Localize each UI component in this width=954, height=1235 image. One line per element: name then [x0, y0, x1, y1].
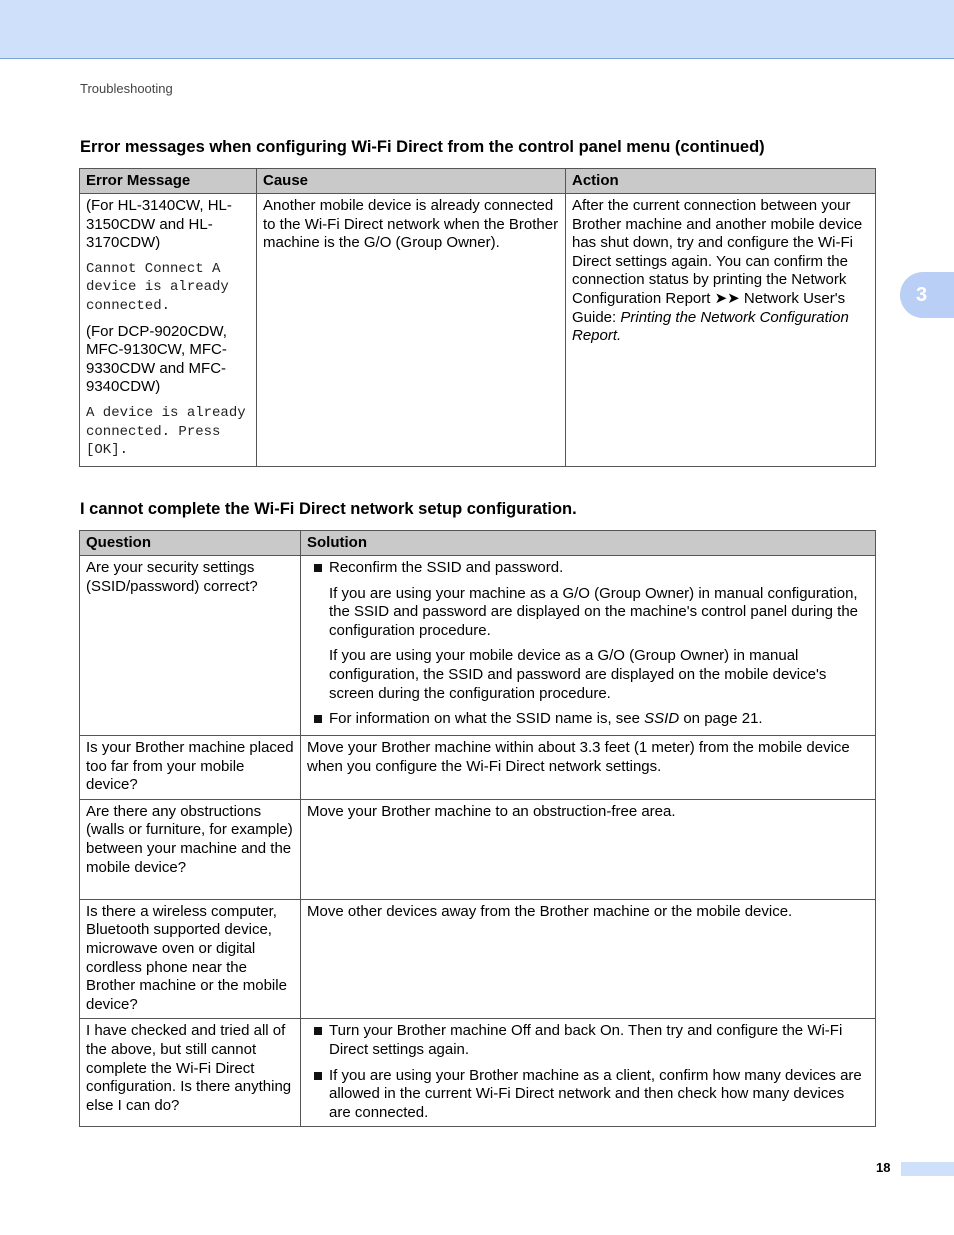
reference-arrows-icon: ➤➤ — [714, 289, 740, 307]
section-heading-setup: I cannot complete the Wi-Fi Direct network setup configuration. — [80, 500, 577, 518]
column-header-question: Question — [80, 531, 301, 556]
table-header-row — [80, 531, 876, 556]
solution-paragraph: If you are using your machine as a G/O (Group Owner) in manual configuration, the SSID and password are displayed on the machine's control panel during the configuration procedure. — [329, 584, 859, 639]
table-row — [80, 194, 876, 467]
cause-cell: Another mobile device is already connected to the Wi-Fi Direct network when the Brother machine is the G/O (Group Owner). — [257, 194, 566, 467]
page-number: 18 — [876, 1160, 891, 1175]
top-header-bar — [0, 0, 954, 59]
bullet-text: Reconfirm the SSID and password. — [329, 559, 564, 576]
question-cell: I have checked and tried all of the above, but still cannot complete the Wi-Fi Direct configuration. Is there anything else I can do? — [80, 1019, 301, 1127]
ssid-link[interactable]: SSID — [644, 710, 680, 728]
section-heading-error-messages: Error messages when configuring Wi-Fi Direct from the control panel menu (continued) — [80, 138, 765, 156]
column-header-error-message: Error Message — [80, 169, 257, 194]
table-row — [80, 899, 876, 1019]
table-row — [80, 556, 876, 736]
question-cell: Are your security settings (SSID/password) correct? — [80, 556, 301, 736]
solution-cell: Move other devices away from the Brother machine or the mobile device. — [301, 899, 876, 1019]
lcd-message: A device is already connected. Press [OK]. — [86, 404, 246, 459]
chapter-tab — [900, 272, 954, 318]
action-text: After the current connection between your Brother machine and another mobile device has shut down, try and configure the Wi-Fi Direct settings again. You can confirm the connection status by printing the Network Configuration Report — [572, 197, 863, 307]
models-note: (For HL-3140CW, HL-3150CDW and HL-3170CDW) — [86, 197, 232, 252]
error-message-table — [79, 168, 876, 467]
question-cell: Are there any obstructions (walls or furniture, for example) between your machine and the mobile device? — [80, 799, 301, 899]
question-cell: Is there a wireless computer, Bluetooth supported device, microwave oven or digital cordless phone near the Brother machine or the mobile device? — [80, 899, 301, 1019]
bullet-square-icon — [314, 564, 322, 572]
table-row — [80, 799, 876, 899]
bullet-square-icon — [314, 715, 322, 723]
bullet-item — [307, 1022, 869, 1059]
chapter-number: 3 — [916, 283, 928, 306]
question-cell: Is your Brother machine placed too far from your mobile device? — [80, 736, 301, 800]
bullet-item — [307, 710, 869, 729]
reference-guide: Network User's Guide: — [572, 289, 846, 326]
column-header-action: Action — [566, 169, 876, 194]
table-header-row — [80, 169, 876, 194]
bullet-text: Turn your Brother machine Off and back On. Then try and configure the Wi-Fi Direct settings again. — [329, 1022, 843, 1058]
table-row — [80, 1019, 876, 1127]
bullet-square-icon — [314, 1027, 322, 1035]
running-head: Troubleshooting — [80, 81, 173, 96]
solution-cell — [301, 556, 876, 736]
reference-section-link[interactable]: Printing the Network Configuration Report. — [572, 308, 849, 345]
action-cell — [566, 194, 876, 467]
bullet-text: If you are using your Brother machine as a client, confirm how many devices are allowed in the current Wi-Fi Direct network and then check how many devices are connected. — [329, 1066, 862, 1121]
bullet-text: on page 21. — [683, 710, 763, 728]
solution-paragraph: If you are using your mobile device as a G/O (Group Owner) in manual configuration, the SSID and password are displayed on the mobile device's screen during the configuration procedure. — [329, 647, 827, 702]
solution-cell: Move your Brother machine within about 3.3 feet (1 meter) from the mobile device when you configure the Wi-Fi Direct network settings. — [301, 736, 876, 800]
lcd-message: Cannot Connect A device is already connected. — [86, 260, 229, 314]
column-header-solution: Solution — [301, 531, 876, 556]
error-message-cell — [80, 194, 257, 467]
bullet-square-icon — [314, 1072, 322, 1080]
solution-cell: Move your Brother machine to an obstruction-free area. — [301, 799, 876, 899]
solution-cell — [301, 1019, 876, 1127]
page-tab — [901, 1162, 954, 1176]
bullet-item — [307, 559, 869, 578]
bullet-text: For information on what the SSID name is, see — [329, 710, 640, 728]
bullet-item — [307, 1067, 869, 1123]
question-solution-table — [79, 530, 876, 1127]
models-note: (For DCP-9020CDW, MFC-9130CW, MFC-9330CDW and MFC-9340CDW) — [86, 322, 227, 396]
column-header-cause: Cause — [257, 169, 566, 194]
table-row — [80, 736, 876, 800]
